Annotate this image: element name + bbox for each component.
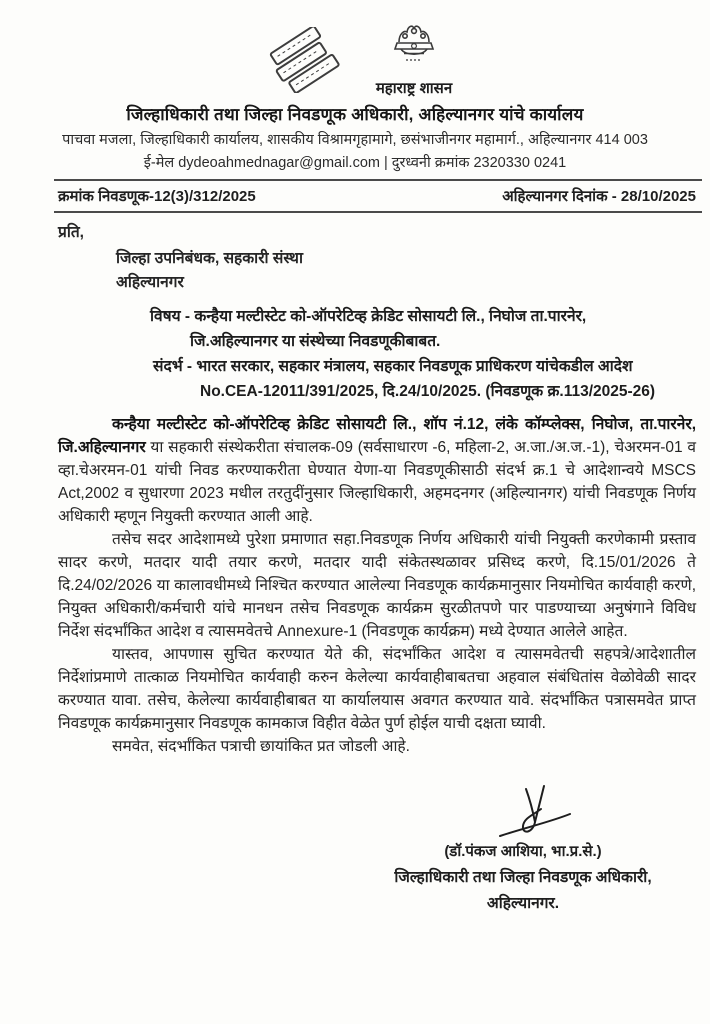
signatory-designation-1: जिल्हाधिकारी तथा जिल्हा निवडणूक अधिकारी, <box>394 869 652 886</box>
letterhead-logos <box>6 20 710 98</box>
subject-line-2: जि.अहिल्यानगर या संस्थेच्या निवडणूकीबाबत. <box>190 333 441 350</box>
place-and-date: अहिल्यानगर दिनांक - 28/10/2025 <box>502 188 696 205</box>
addressee-line-2: अहिल्यानगर <box>116 274 184 291</box>
office-contact: ई-मेल dydeoahmednagar@gmail.com | दुरध्वनी क्रमांक 2320330 0241 <box>143 155 567 171</box>
maharashtra-emblem-icon <box>390 20 438 77</box>
signatory-name: (डॉ.पंकज आशिया, भा.प्र.से.) <box>444 843 602 860</box>
society-name-bold: कन्हैया मल्टीस्टेट को-ऑपरेटिव्ह क्रेडिट सोसायटी लि., शॉप नं.12, लंके कॉम्प्लेक्स, निघोज, ता.पारनेर, जि.अहिल्यानगर <box>58 416 696 456</box>
reference-block <box>153 354 696 404</box>
signature-block <box>378 782 668 917</box>
addressee-line-1: जिल्हा उपनिबंधक, सहकारी संस्था <box>116 250 303 267</box>
subject-line-1: विषय - कन्हैया मल्टीस्टेट को-ऑपरेटिव्ह क्रेडिट सोसायटी लि., निघोज ता.पारनेर, <box>150 308 587 325</box>
outward-number: क्रमांक निवडणूक-12(3)/312/2025 <box>58 188 256 205</box>
divider-top <box>54 179 702 181</box>
maharashtra-emblem <box>376 20 452 98</box>
signatory-designation-2: अहिल्यानगर. <box>486 895 560 912</box>
body-paragraph-1 <box>58 413 696 528</box>
enclosure-line: समवेत, संदर्भांकित पत्राची छायांकित प्रत जोडली आहे. <box>112 738 410 755</box>
office-title: जिल्हाधिकारी तथा जिल्हा निवडणूक अधिकारी, अहिल्यानगर यांचे कार्यालय <box>126 105 584 124</box>
office-address: पाचवा मजला, जिल्हाधिकारी कार्यालय, शासकीय विश्रामगृहामागे, छसंभाजीनगर महामार्ग., अहिल्यानगर 414 003 <box>62 132 648 148</box>
reference-text-line-2: No.CEA-12011/391/2025, दि.24/10/2025. (निवडणूक क्र.113/2025-26) <box>200 383 656 400</box>
election-stamp-icon <box>264 27 346 98</box>
addressee-block <box>116 247 696 295</box>
paragraph-1-text: या सहकारी संस्थेकरीता संचालक-09 (सर्वसाधारण -6, महिला-2, अ.जा./अ.ज.-1), चेअरमन-01 व व्हा.चेअरमन-01 यांची निवड करण्याकरीता घेण्यात येणा-या निवडणूकीसाठी संदर्भ क्र.1 चे आदेशान्वये MSCS Act,2002 व सुधारणा 2023 मधील तरतुदींनुसार जिल्हाधिकारी, अहमदनगर (अहिल्यानगर) यांची निवडणूक निर्णय अधिकारी म्हणून नियुक्ती करण्यात आली आहे. <box>58 439 696 525</box>
body-paragraph-2: तसेच सदर आदेशामध्ये पुरेशा प्रमाणात सहा.निवडणूक निर्णय अधिकारी यांची नियुक्ती करणेकामी प्रस्ताव सादर करणे, मतदार यादी तयार करणे, मतदार यादी संकेतस्थळावर प्रसिध्द करणे, दि.15/01/2026 ते दि.24/02/2026 या कालावधीमध्ये निश्चित करण्यात आलेल्या निवडणूक कार्यक्रमानुसार नियमोचित कार्यवाही करणे, नियुक्त अधिकारी/कर्मचारी यांचे मानधन तसेच निवडणूक कार्यक्रम सुरळीतपणे पार पाडण्याच्या अनुषंगाने विविध निर्देश संदर्भांकित आदेश व त्यासमवेतचे Annexure-1 (निवडणूक कार्यक्रम) मध्ये देण्यात आलेले आहेत. <box>58 531 696 640</box>
government-name: महाराष्ट्र शासन <box>375 80 453 97</box>
body-paragraph-3: यास्तव, आपणास सुचित करण्यात येते की, संदर्भांकित आदेश व त्यासमवेतची सहपत्रे/आदेशातील निर्देशांप्रमाणे तात्काळ नियमोचित कार्यवाही करुन केलेल्या कार्यवाहीबाबतचा अहवाल संबंधितांस वेळोवेळी सादर करण्यात यावा. तसेच, केलेल्या कार्यवाहीबाबत या कार्यालयास अवगत करण्यात यावे. संदर्भांकित पत्रासमवेत प्राप्त निवडणूक कार्यक्रमानुसार निवडणूक कामकाज विहीत वेळेत पुर्ण होईल याची दक्षता घ्यावी. <box>58 646 696 732</box>
signature-scribble-icon <box>392 782 682 853</box>
reference-text-line-1: संदर्भ - भारत सरकार, सहकार मंत्रालय, सहकार निवडणूक प्राधिकरण यांचेकडील आदेश <box>153 358 633 375</box>
salutation: प्रति, <box>58 224 84 241</box>
letterhead <box>0 0 710 172</box>
letter-body <box>0 213 710 917</box>
subject-block <box>150 304 696 354</box>
reference-number-row <box>58 186 696 206</box>
